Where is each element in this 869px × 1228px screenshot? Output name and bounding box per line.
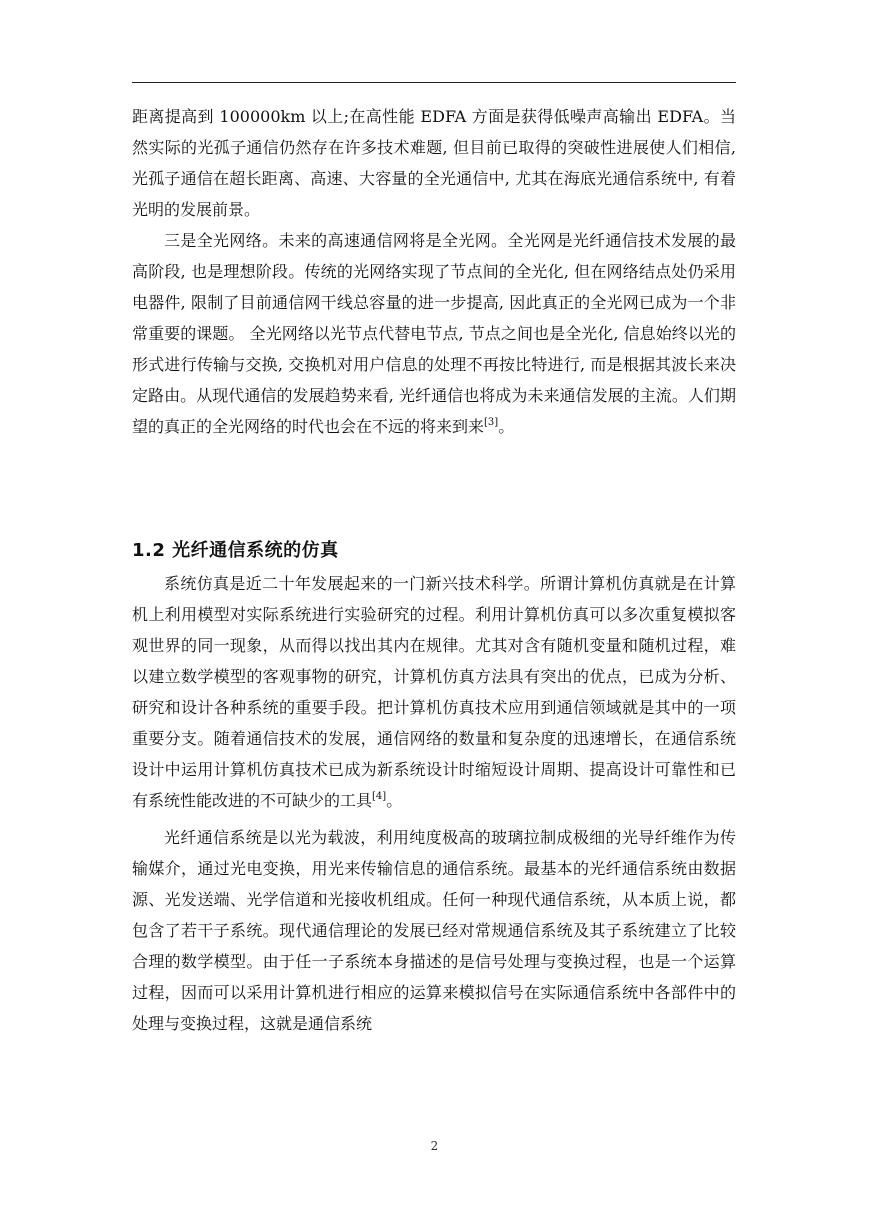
paragraph-fiber-system: 光纤通信系统是以光为载波，利用纯度极高的玻璃拉制成极细的光导纤维作为传输媒介，通过光电变换，用光来传输信息的通信系统。最基本的光纤通信系统由数据源、光发送端、光学信道和光接收机组成。任何一种现代通信系统，从本质上说，都包含了若干子系统。现代通信理论的发展已经对常规通信系统及其子系统建立了比较合理的数学模型。由于任一子系统本身描述的是信号处理与变换过程，也是一个运算过程，因而可以采用计算机进行相应的运算来模拟信号在实际通信系统中各部件中的处理与变换过程，这就是通信系统 bbox=[132, 828, 736, 1033]
paragraph-all-optical-network bbox=[132, 225, 736, 442]
paragraph-soliton-continuation: 距离提高到 100000km 以上;在高性能 EDFA 方面是获得低噪声高输出 EDFA。当然实际的光孤子通信仍然存在许多技术难题, 但目前已取得的突破性进展使人们相信, 光孤子通信在超长距离、高速、大容量的全光通信中, 尤其在海底光通信系统中, 有着光明的发展前景。 bbox=[132, 107, 736, 219]
paragraph-text: 系统仿真是近二十年发展起来的一门新兴技术科学。所谓计算机仿真就是在计算机上利用模型对实际系统进行实验研究的过程。利用计算机仿真可以多次重复模拟客观世界的同一现象，从而得以找出其内在规律。尤其对含有随机变量和随机过程，难以建立数学模型的客观事物的研究，计算机仿真方法具有突出的优点，已成为分析、研究和设计各种系统的重要手段。把计算机仿真技术应用到通信领域就是其中的一项重要分支。随着通信技术的发展，通信网络的数量和复杂度的迅速增长，在通信系统设计中运用计算机仿真技术已成为新系统设计时缩短设计周期、提高设计可靠性和已有系统性能改进的不可缺少的工具 bbox=[132, 574, 736, 810]
paragraph-end: 。 bbox=[386, 791, 403, 810]
citation-ref: [4] bbox=[372, 791, 387, 802]
paragraph-end: 。 bbox=[498, 417, 515, 436]
header-rule bbox=[132, 82, 736, 83]
body-text-upper bbox=[132, 101, 736, 442]
paragraph-text: 三是全光网络。未来的高速通信网将是全光网。全光网是光纤通信技术发展的最高阶段, 也是理想阶段。传统的光网络实现了节点间的全光化, 但在网络结点处仍采用电器件, 限制了目前通信网干线总容量的进一步提高, 因此真正的全光网已成为一个非常重要的课题。 全光网络以光节点代替电节点, 节点之间也是全光化, 信息始终以光的形式进行传输与交换, 交换机对用户信息的处理不再按比特进行, 而是根据其波长来决定路由。从现代通信的发展趋势来看, 光纤通信也将成为未来通信发展的主流。人们期望的真正的全光网络的时代也会在不远的将来到来 bbox=[132, 231, 736, 436]
page-number: 2 bbox=[430, 1139, 439, 1153]
paragraph-system-simulation bbox=[132, 568, 736, 816]
citation-ref: [3] bbox=[484, 417, 499, 428]
section-heading: 1.2 光纤通信系统的仿真 bbox=[132, 540, 339, 561]
body-text-lower bbox=[132, 568, 736, 1039]
